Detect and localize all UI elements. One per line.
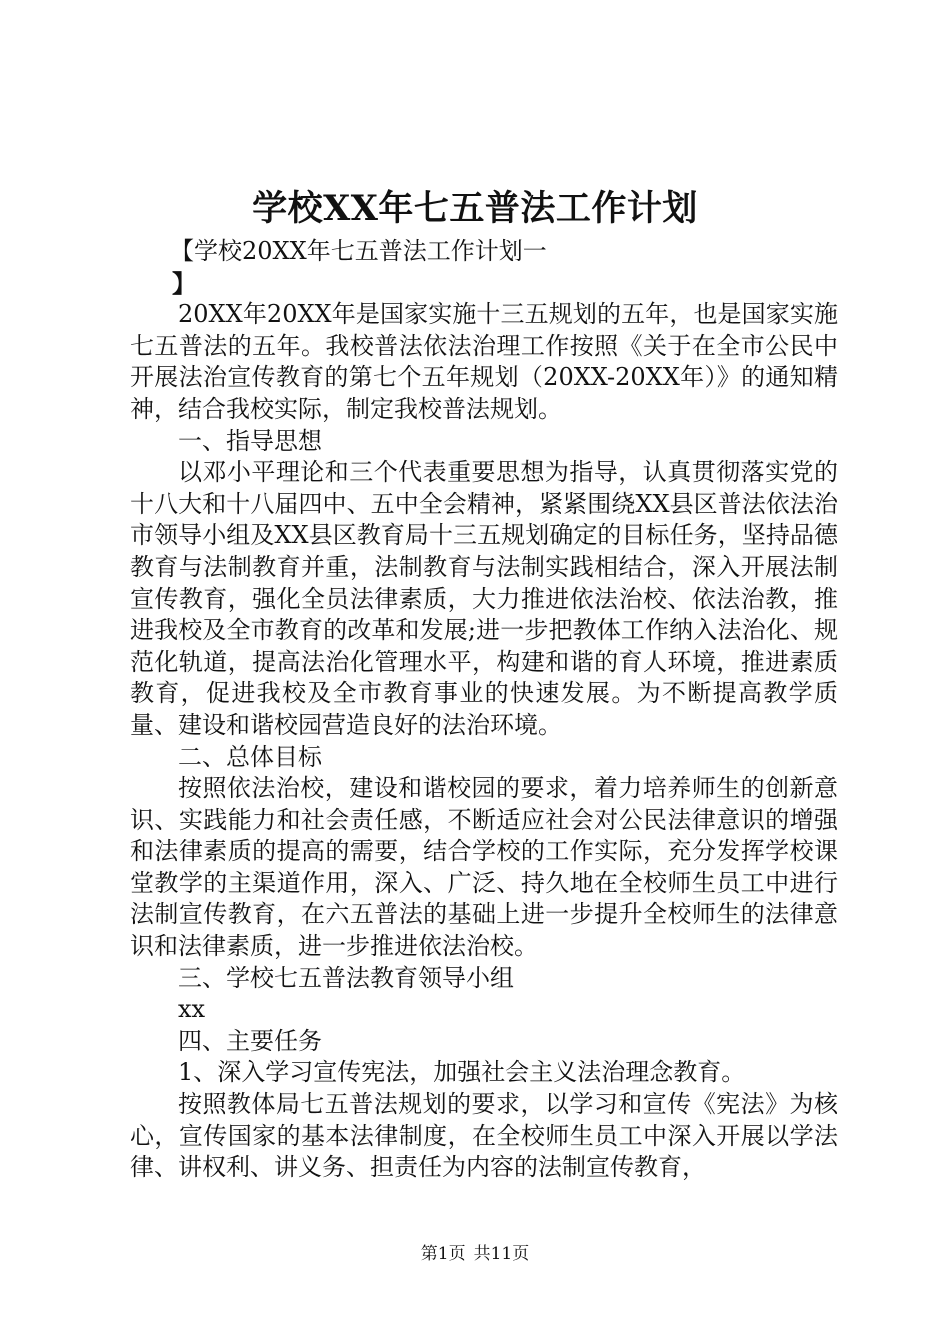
page-number: 第1页 <box>420 1244 466 1264</box>
paragraph-intro: 20XX年20XX年是国家实施十三五规划的五年，也是国家实施七五普法的五年。我校普法依法治理工作按照《关于在全市公民中开展法治宣传教育的第七个五年规划（20XX-20XX年）》的通知精神，结合我校实际，制定我校普法规划。 <box>130 300 838 423</box>
page-total: 共11页 <box>473 1244 530 1264</box>
section-heading: 四、主要任务 <box>178 1026 322 1055</box>
subheading-close: 】 <box>172 268 196 298</box>
subsection-heading: 1、深入学习宣传宪法，加强社会主义法治理念教育。 <box>178 1058 746 1087</box>
paragraph: 以邓小平理论和三个代表重要思想为指导，认真贯彻落实党的十八大和十八届四中、五中全会精神，紧紧围绕XX县区普法依法治市领导小组及XX县区教育局十三五规划确定的目标任务，坚持品德教育与法制教育并重，法制教育与法制实践相结合，深入开展法制宣传教育，强化全员法律素质，大力推进依法治校、依法治教，推进我校及全市教育的改革和发展;进一步把教体工作纳入法治化、规范化轨道，提高法治化管理水平，构建和谐的育人环境，推进素质教育，促进我校及全市教育事业的快速发展。为不断提高教学质量、建设和谐校园营造良好的法治环境。 <box>130 458 838 739</box>
paragraph: 按照依法治校，建设和谐校园的要求，着力培养师生的创新意识、实践能力和社会责任感，不断适应社会对公民法律意识的增强和法律素质的提高的需要，结合学校的工作实际，充分发挥学校课堂教学的主渠道作用，深入、广泛、持久地在全校师生员工中进行法制宣传教育，在六五普法的基础上进一步提升全校师生的法律意识和法律素质，进一步推进依法治校。 <box>130 774 838 961</box>
paragraph: 按照教体局七五普法规划的要求，以学习和宣传《宪法》为核心，宣传国家的基本法律制度，在全校师生员工中深入开展以学法律、讲权利、讲义务、担责任为内容的法制宣传教育， <box>130 1090 838 1182</box>
paragraph: xx <box>178 995 206 1024</box>
section-heading: 二、总体目标 <box>178 742 322 771</box>
section-heading: 三、学校七五普法教育领导小组 <box>178 963 514 992</box>
section-heading: 一、指导思想 <box>178 426 322 455</box>
subheading: 【学校20XX年七五普法工作计划一 <box>170 237 547 265</box>
page-footer <box>0 1242 950 1266</box>
document-title: 学校XX年七五普法工作计划 <box>252 188 698 229</box>
document-body <box>130 236 838 1184</box>
